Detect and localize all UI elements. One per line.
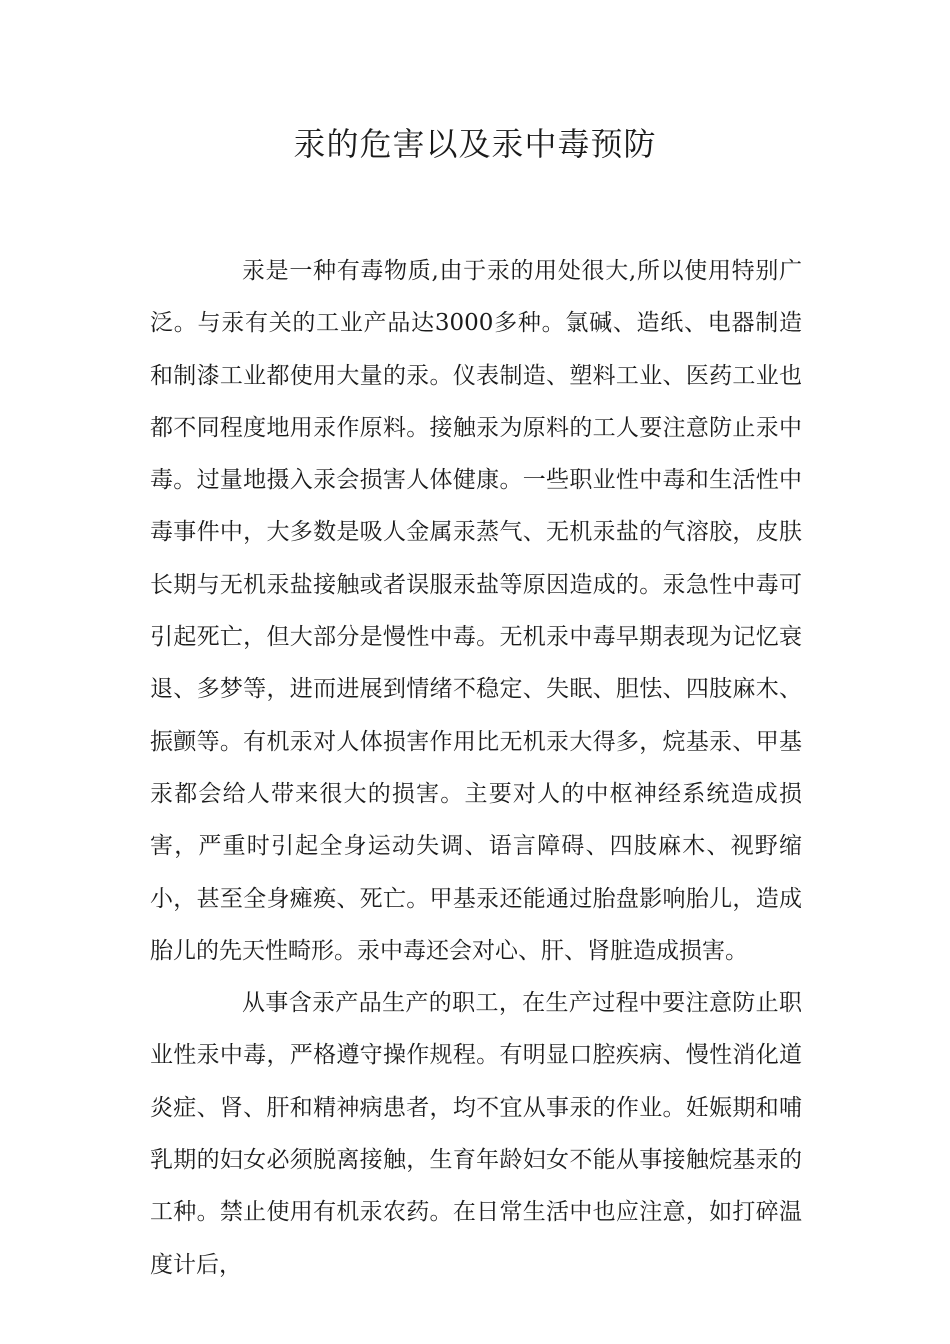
paragraph-mercury-hazards: 汞是一种有毒物质,由于汞的用处很大,所以使用特别广泛。与汞有关的工业产品达3000多种。氯碱、造纸、电器制造和制漆工业都使用大量的汞。仪表制造、塑料工业、医药工业也都不同程度地用汞作原料。接触汞为原料的工人要注意防止汞中毒。过量地摄入汞会损害人体健康。一些职业性中毒和生活性中毒事件中，大多数是吸人金属汞蒸气、无机汞盐的气溶胶，皮肤长期与无机汞盐接触或者误服汞盐等原因造成的。汞急性中毒可引起死亡，但大部分是慢性中毒。无机汞中毒早期表现为记忆衰退、多梦等，进而进展到情绪不稳定、失眠、胆怯、四肢麻木、振颤等。有机汞对人体损害作用比无机汞大得多，烷基汞、甲基汞都会给人带来很大的损害。主要对人的中枢神经系统造成损害，严重时引起全身运动失调、语言障碍、四肢麻木、视野缩小，甚至全身瘫痪、死亡。甲基汞还能通过胎盘影响胎儿，造成胎儿的先天性畸形。汞中毒还会对心、肝、肾脏造成损害。	[150, 258, 802, 964]
document-body	[150, 245, 802, 1291]
document-title: 汞的危害以及汞中毒预防	[293, 125, 657, 163]
paragraph-mercury-prevention: 从事含汞产品生产的职工，在生产过程中要注意防止职业性汞中毒，严格遵守操作规程。有明显口腔疾病、慢性消化道炎症、肾、肝和精神病患者，均不宜从事汞的作业。妊娠期和哺乳期的妇女必须脱离接触，生育年龄妇女不能从事接触烷基汞的工种。禁止使用有机汞农药。在日常生活中也应注意，如打碎温度计后，	[150, 990, 802, 1278]
